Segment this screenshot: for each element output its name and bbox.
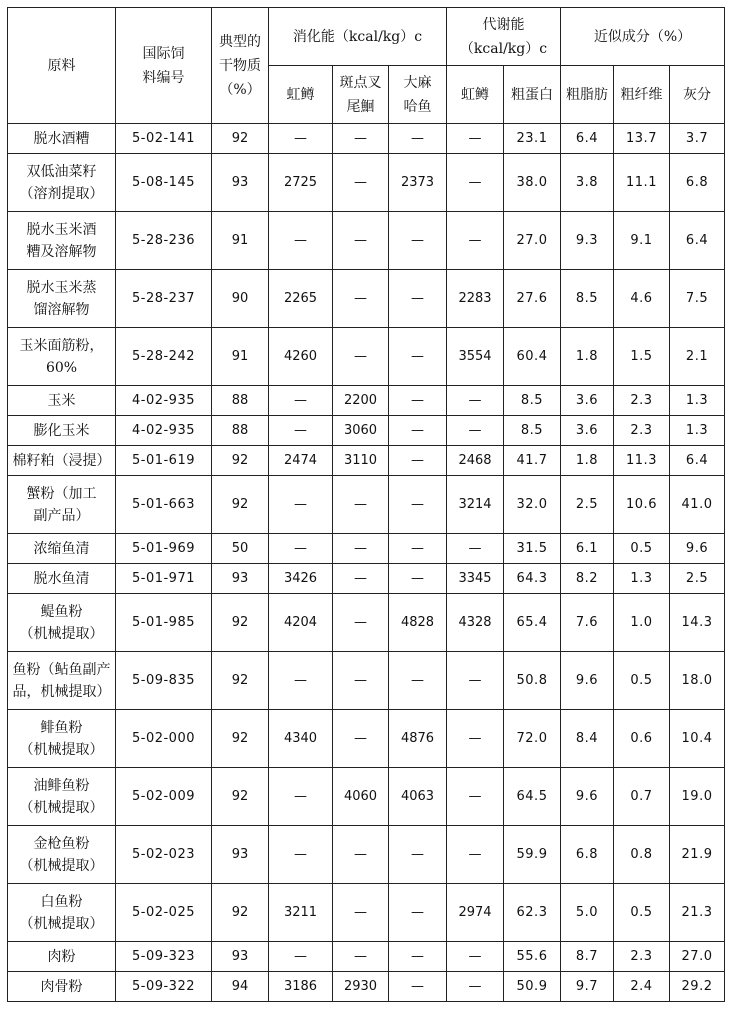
- cell-me-trout: 2283: [447, 270, 504, 328]
- cell-de-catfish: —: [333, 328, 389, 386]
- header-crude-protein: 粗蛋白: [504, 66, 561, 124]
- table-row: [8, 416, 725, 446]
- cell-de-trout: —: [269, 942, 333, 972]
- cell-de-salmon: —: [389, 124, 447, 154]
- header-crude-fiber: 粗纤维: [614, 66, 670, 124]
- cell-de-trout: —: [269, 534, 333, 564]
- cell-dry-matter: 92: [212, 884, 269, 942]
- cell-intl-code: 5-01-985: [116, 594, 212, 652]
- cell-me-trout: 3554: [447, 328, 504, 386]
- cell-crude-protein: 41.7: [504, 446, 561, 476]
- cell-de-salmon: —: [389, 884, 447, 942]
- cell-intl-code: 5-01-663: [116, 476, 212, 534]
- header-crude-fat: 粗脂肪: [561, 66, 614, 124]
- table-row: [8, 476, 725, 534]
- cell-crude-fat: 9.7: [561, 972, 614, 1002]
- cell-de-catfish: —: [333, 534, 389, 564]
- cell-material: 脱水玉米酒 糟及溶解物: [8, 212, 116, 270]
- cell-de-trout: —: [269, 386, 333, 416]
- cell-crude-fat: 8.2: [561, 564, 614, 594]
- cell-me-trout: 2974: [447, 884, 504, 942]
- cell-de-trout: 4340: [269, 710, 333, 768]
- cell-dry-matter: 90: [212, 270, 269, 328]
- cell-intl-code: 4-02-935: [116, 386, 212, 416]
- cell-de-salmon: —: [389, 212, 447, 270]
- cell-me-trout: —: [447, 768, 504, 826]
- cell-crude-protein: 23.1: [504, 124, 561, 154]
- cell-dry-matter: 92: [212, 124, 269, 154]
- cell-de-catfish: —: [333, 652, 389, 710]
- cell-de-catfish: 2200: [333, 386, 389, 416]
- cell-material: 脱水酒糟: [8, 124, 116, 154]
- cell-de-trout: 3211: [269, 884, 333, 942]
- cell-crude-fiber: 2.3: [614, 386, 670, 416]
- cell-de-catfish: —: [333, 212, 389, 270]
- cell-crude-fat: 3.8: [561, 154, 614, 212]
- cell-crude-fiber: 0.8: [614, 826, 670, 884]
- cell-crude-protein: 59.9: [504, 826, 561, 884]
- cell-de-catfish: —: [333, 154, 389, 212]
- cell-de-trout: —: [269, 826, 333, 884]
- cell-material: 白鱼粉 （机械提取）: [8, 884, 116, 942]
- cell-material: 鱼粉（鲇鱼副产 品，机械提取）: [8, 652, 116, 710]
- cell-crude-fat: 8.4: [561, 710, 614, 768]
- cell-material: 鲱鱼粉 （机械提取）: [8, 710, 116, 768]
- cell-de-catfish: —: [333, 710, 389, 768]
- table-row: [8, 124, 725, 154]
- cell-de-salmon: —: [389, 564, 447, 594]
- cell-ash: 6.4: [670, 212, 725, 270]
- cell-crude-fiber: 1.5: [614, 328, 670, 386]
- cell-crude-fiber: 9.1: [614, 212, 670, 270]
- cell-material: 鳀鱼粉 （机械提取）: [8, 594, 116, 652]
- cell-de-salmon: —: [389, 534, 447, 564]
- cell-ash: 2.5: [670, 564, 725, 594]
- cell-crude-fat: 5.0: [561, 884, 614, 942]
- cell-de-trout: 2725: [269, 154, 333, 212]
- cell-dry-matter: 93: [212, 154, 269, 212]
- table-row: [8, 154, 725, 212]
- cell-dry-matter: 93: [212, 826, 269, 884]
- cell-dry-matter: 92: [212, 476, 269, 534]
- cell-crude-fat: 7.6: [561, 594, 614, 652]
- cell-me-trout: —: [447, 534, 504, 564]
- cell-material: 脱水玉米蒸 馏溶解物: [8, 270, 116, 328]
- header-digestible-energy: 消化能（kcal/kg）c: [269, 8, 447, 66]
- cell-ash: 18.0: [670, 652, 725, 710]
- cell-de-salmon: —: [389, 328, 447, 386]
- cell-intl-code: 5-02-023: [116, 826, 212, 884]
- cell-crude-fat: 3.6: [561, 416, 614, 446]
- cell-me-trout: —: [447, 386, 504, 416]
- cell-crude-fat: 9.3: [561, 212, 614, 270]
- cell-me-trout: 4328: [447, 594, 504, 652]
- cell-me-trout: 3214: [447, 476, 504, 534]
- cell-de-salmon: —: [389, 942, 447, 972]
- cell-material: 脱水鱼清: [8, 564, 116, 594]
- cell-material: 肉骨粉: [8, 972, 116, 1002]
- cell-crude-fat: 1.8: [561, 446, 614, 476]
- cell-intl-code: 5-09-322: [116, 972, 212, 1002]
- cell-dry-matter: 92: [212, 446, 269, 476]
- cell-ash: 14.3: [670, 594, 725, 652]
- cell-ash: 6.8: [670, 154, 725, 212]
- cell-crude-fiber: 0.6: [614, 710, 670, 768]
- cell-de-salmon: —: [389, 446, 447, 476]
- cell-crude-fiber: 2.3: [614, 416, 670, 446]
- cell-crude-fat: 8.7: [561, 942, 614, 972]
- cell-me-trout: —: [447, 212, 504, 270]
- cell-crude-protein: 27.6: [504, 270, 561, 328]
- cell-crude-protein: 50.8: [504, 652, 561, 710]
- cell-intl-code: 5-02-009: [116, 768, 212, 826]
- cell-intl-code: 5-02-025: [116, 884, 212, 942]
- cell-de-trout: 3186: [269, 972, 333, 1002]
- cell-de-catfish: —: [333, 826, 389, 884]
- cell-material: 蟹粉（加工 副产品）: [8, 476, 116, 534]
- cell-crude-fiber: 0.5: [614, 652, 670, 710]
- cell-de-salmon: —: [389, 270, 447, 328]
- cell-material: 肉粉: [8, 942, 116, 972]
- cell-crude-fat: 3.6: [561, 386, 614, 416]
- header-me-trout: 虹鳟: [447, 66, 504, 124]
- cell-me-trout: 2468: [447, 446, 504, 476]
- header-row-1: [8, 8, 725, 66]
- cell-crude-fiber: 4.6: [614, 270, 670, 328]
- cell-crude-fat: 1.8: [561, 328, 614, 386]
- cell-ash: 19.0: [670, 768, 725, 826]
- cell-me-trout: —: [447, 652, 504, 710]
- cell-crude-fat: 6.1: [561, 534, 614, 564]
- cell-ash: 7.5: [670, 270, 725, 328]
- cell-de-catfish: —: [333, 884, 389, 942]
- cell-de-catfish: —: [333, 594, 389, 652]
- cell-material: 玉米面筋粉， 60%: [8, 328, 116, 386]
- cell-crude-protein: 38.0: [504, 154, 561, 212]
- cell-crude-fiber: 1.3: [614, 564, 670, 594]
- cell-de-catfish: —: [333, 124, 389, 154]
- cell-crude-fiber: 1.0: [614, 594, 670, 652]
- cell-ash: 9.6: [670, 534, 725, 564]
- cell-de-salmon: 2373: [389, 154, 447, 212]
- cell-dry-matter: 91: [212, 328, 269, 386]
- cell-de-salmon: —: [389, 826, 447, 884]
- table-row: [8, 942, 725, 972]
- cell-intl-code: 5-09-323: [116, 942, 212, 972]
- cell-crude-protein: 62.3: [504, 884, 561, 942]
- cell-crude-fiber: 0.5: [614, 884, 670, 942]
- cell-material: 浓缩鱼清: [8, 534, 116, 564]
- cell-dry-matter: 92: [212, 710, 269, 768]
- table-row: [8, 768, 725, 826]
- table-row: [8, 534, 725, 564]
- cell-me-trout: 3345: [447, 564, 504, 594]
- cell-ash: 21.9: [670, 826, 725, 884]
- table-body: [8, 124, 725, 1002]
- cell-intl-code: 5-02-141: [116, 124, 212, 154]
- cell-dry-matter: 92: [212, 768, 269, 826]
- cell-crude-fiber: 2.4: [614, 972, 670, 1002]
- cell-de-trout: —: [269, 416, 333, 446]
- cell-de-catfish: —: [333, 564, 389, 594]
- cell-ash: 3.7: [670, 124, 725, 154]
- cell-dry-matter: 93: [212, 942, 269, 972]
- cell-material: 玉米: [8, 386, 116, 416]
- header-intl-code: 国际饲 料编号: [116, 8, 212, 124]
- cell-dry-matter: 94: [212, 972, 269, 1002]
- table-row: [8, 972, 725, 1002]
- cell-intl-code: 5-28-242: [116, 328, 212, 386]
- cell-material: 双低油菜籽 （溶剂提取）: [8, 154, 116, 212]
- cell-ash: 1.3: [670, 386, 725, 416]
- cell-crude-protein: 72.0: [504, 710, 561, 768]
- cell-de-trout: —: [269, 768, 333, 826]
- cell-crude-fiber: 11.1: [614, 154, 670, 212]
- cell-crude-fiber: 0.7: [614, 768, 670, 826]
- cell-de-salmon: 4828: [389, 594, 447, 652]
- table-row: [8, 710, 725, 768]
- cell-ash: 27.0: [670, 942, 725, 972]
- cell-de-trout: —: [269, 124, 333, 154]
- cell-intl-code: 5-02-000: [116, 710, 212, 768]
- cell-material: 油鲱鱼粉 （机械提取）: [8, 768, 116, 826]
- cell-de-catfish: 4060: [333, 768, 389, 826]
- table-row: [8, 652, 725, 710]
- cell-me-trout: —: [447, 124, 504, 154]
- cell-crude-fiber: 10.6: [614, 476, 670, 534]
- cell-de-catfish: 3060: [333, 416, 389, 446]
- table-row: [8, 826, 725, 884]
- cell-ash: 2.1: [670, 328, 725, 386]
- cell-de-trout: 3426: [269, 564, 333, 594]
- cell-dry-matter: 88: [212, 386, 269, 416]
- cell-intl-code: 5-09-835: [116, 652, 212, 710]
- header-approx-composition: 近似成分（%）: [561, 8, 725, 66]
- cell-material: 膨化玉米: [8, 416, 116, 446]
- cell-crude-fat: 9.6: [561, 652, 614, 710]
- cell-intl-code: 4-02-935: [116, 416, 212, 446]
- header-dry-matter: 典型的 干物质 （%）: [212, 8, 269, 124]
- cell-ash: 29.2: [670, 972, 725, 1002]
- cell-crude-protein: 50.9: [504, 972, 561, 1002]
- cell-de-salmon: —: [389, 972, 447, 1002]
- cell-crude-protein: 32.0: [504, 476, 561, 534]
- cell-me-trout: —: [447, 826, 504, 884]
- cell-crude-protein: 65.4: [504, 594, 561, 652]
- cell-me-trout: —: [447, 154, 504, 212]
- cell-intl-code: 5-01-619: [116, 446, 212, 476]
- header-material: 原料: [8, 8, 116, 124]
- table-row: [8, 446, 725, 476]
- cell-de-catfish: —: [333, 476, 389, 534]
- cell-material: 金枪鱼粉 （机械提取）: [8, 826, 116, 884]
- cell-crude-fat: 8.5: [561, 270, 614, 328]
- cell-ash: 41.0: [670, 476, 725, 534]
- cell-de-salmon: 4063: [389, 768, 447, 826]
- cell-me-trout: —: [447, 416, 504, 446]
- cell-crude-fat: 6.8: [561, 826, 614, 884]
- cell-intl-code: 5-08-145: [116, 154, 212, 212]
- cell-de-trout: 2474: [269, 446, 333, 476]
- cell-de-trout: 4204: [269, 594, 333, 652]
- cell-de-catfish: 3110: [333, 446, 389, 476]
- cell-crude-protein: 8.5: [504, 416, 561, 446]
- table-row: [8, 328, 725, 386]
- cell-ash: 6.4: [670, 446, 725, 476]
- table-row: [8, 270, 725, 328]
- cell-crude-fat: 2.5: [561, 476, 614, 534]
- cell-me-trout: —: [447, 710, 504, 768]
- table-row: [8, 564, 725, 594]
- feed-composition-table: [7, 7, 725, 1002]
- cell-dry-matter: 93: [212, 564, 269, 594]
- cell-me-trout: —: [447, 942, 504, 972]
- cell-de-salmon: —: [389, 476, 447, 534]
- cell-ash: 10.4: [670, 710, 725, 768]
- cell-crude-protein: 55.6: [504, 942, 561, 972]
- cell-material: 棉籽粕（浸提）: [8, 446, 116, 476]
- cell-ash: 1.3: [670, 416, 725, 446]
- cell-de-catfish: —: [333, 942, 389, 972]
- cell-de-catfish: —: [333, 270, 389, 328]
- cell-dry-matter: 88: [212, 416, 269, 446]
- cell-me-trout: —: [447, 972, 504, 1002]
- cell-crude-fiber: 13.7: [614, 124, 670, 154]
- cell-dry-matter: 91: [212, 212, 269, 270]
- cell-de-trout: 2265: [269, 270, 333, 328]
- cell-ash: 21.3: [670, 884, 725, 942]
- cell-de-trout: —: [269, 212, 333, 270]
- cell-crude-protein: 8.5: [504, 386, 561, 416]
- header-metabolizable-energy: 代谢能 （kcal/kg）c: [447, 8, 561, 66]
- header-ash: 灰分: [670, 66, 725, 124]
- header-de-trout: 虹鳟: [269, 66, 333, 124]
- table-row: [8, 212, 725, 270]
- cell-crude-fiber: 11.3: [614, 446, 670, 476]
- cell-crude-fiber: 0.5: [614, 534, 670, 564]
- header-de-catfish: 斑点叉 尾鮰: [333, 66, 389, 124]
- cell-de-trout: —: [269, 476, 333, 534]
- cell-de-catfish: 2930: [333, 972, 389, 1002]
- cell-de-salmon: —: [389, 386, 447, 416]
- cell-de-salmon: —: [389, 416, 447, 446]
- cell-de-trout: 4260: [269, 328, 333, 386]
- cell-crude-protein: 60.4: [504, 328, 561, 386]
- table-row: [8, 386, 725, 416]
- cell-de-salmon: —: [389, 652, 447, 710]
- cell-intl-code: 5-28-236: [116, 212, 212, 270]
- cell-dry-matter: 92: [212, 652, 269, 710]
- cell-intl-code: 5-01-969: [116, 534, 212, 564]
- cell-crude-fat: 9.6: [561, 768, 614, 826]
- cell-crude-fiber: 2.3: [614, 942, 670, 972]
- cell-de-trout: —: [269, 652, 333, 710]
- cell-dry-matter: 92: [212, 594, 269, 652]
- cell-crude-protein: 64.3: [504, 564, 561, 594]
- table-row: [8, 594, 725, 652]
- cell-de-salmon: 4876: [389, 710, 447, 768]
- table-row: [8, 884, 725, 942]
- header-de-salmon: 大麻 哈鱼: [389, 66, 447, 124]
- cell-intl-code: 5-01-971: [116, 564, 212, 594]
- cell-dry-matter: 50: [212, 534, 269, 564]
- cell-crude-protein: 64.5: [504, 768, 561, 826]
- cell-crude-protein: 31.5: [504, 534, 561, 564]
- cell-intl-code: 5-28-237: [116, 270, 212, 328]
- cell-crude-protein: 27.0: [504, 212, 561, 270]
- cell-crude-fat: 6.4: [561, 124, 614, 154]
